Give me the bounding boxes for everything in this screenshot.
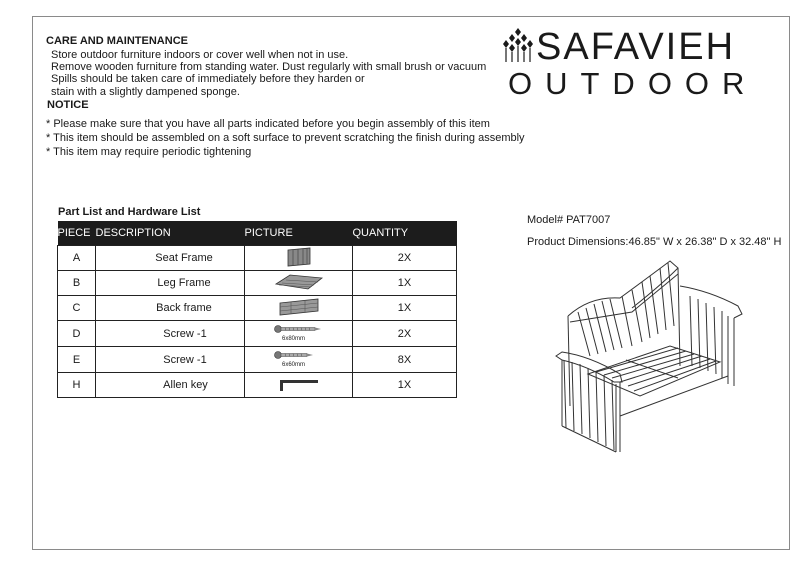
screw-size-label: 6x80mm [281, 336, 305, 342]
notice-line: * This item should be assembled on a soft surface to prevent scratching the finish during assembly [46, 132, 525, 144]
piece-cell: A [58, 246, 96, 271]
quantity-cell: 1X [353, 271, 457, 296]
table-row [58, 373, 457, 398]
picture-cell [245, 296, 353, 321]
header-picture: PICTURE [245, 221, 353, 246]
notice-title: NOTICE [47, 99, 89, 111]
back-frame-icon [277, 297, 321, 317]
care-line: stain with a slightly dampened sponge. [51, 86, 240, 98]
picture-cell [245, 347, 353, 373]
brand-name: SAFAVIEH [536, 26, 736, 68]
header-piece: PIECE [58, 221, 96, 246]
parts-list-title: Part List and Hardware List [58, 206, 201, 218]
product-dimensions: Product Dimensions:46.85" W x 26.38" D x 32.48" H [527, 236, 782, 248]
screw-icon [269, 321, 329, 343]
picture-cell [245, 373, 353, 398]
piece-cell: B [58, 271, 96, 296]
description-cell: Leg Frame [96, 271, 245, 296]
brand-subtitle: OUTDOOR [508, 66, 758, 101]
table-row [58, 296, 457, 321]
description-cell: Back frame [96, 296, 245, 321]
quantity-cell: 1X [353, 373, 457, 398]
table-row [58, 271, 457, 296]
piece-cell: D [58, 321, 96, 347]
allen-key-icon [274, 374, 324, 394]
brand-logo-icon [503, 28, 533, 62]
screw-size-label: 6x60mm [281, 362, 305, 368]
bench-illustration-icon [550, 256, 750, 456]
piece-cell: H [58, 373, 96, 398]
seat-frame-icon [284, 247, 314, 267]
piece-cell: E [58, 347, 96, 373]
description-cell: Screw -1 [96, 347, 245, 373]
table-row [58, 321, 457, 347]
table-header-row [58, 221, 457, 246]
care-line: Spills should be taken care of immediately before they harden or [51, 73, 365, 85]
model-number: Model# PAT7007 [527, 214, 611, 226]
quantity-cell: 2X [353, 321, 457, 347]
quantity-cell: 2X [353, 246, 457, 271]
care-line: Store outdoor furniture indoors or cover well when not in use. [51, 49, 349, 61]
description-cell: Allen key [96, 373, 245, 398]
picture-cell [245, 271, 353, 296]
picture-cell [245, 246, 353, 271]
screw-icon [269, 347, 329, 369]
piece-cell: C [58, 296, 96, 321]
leg-frame-icon [274, 272, 324, 292]
care-title: CARE AND MAINTENANCE [46, 35, 188, 47]
header-description: DESCRIPTION [96, 221, 245, 246]
picture-cell [245, 321, 353, 347]
care-line: Remove wooden furniture from standing water. Dust regularly with small brush or vacuum [51, 61, 487, 73]
notice-line: * Please make sure that you have all parts indicated before you begin assembly of this item [46, 118, 490, 130]
description-cell: Screw -1 [96, 321, 245, 347]
quantity-cell: 1X [353, 296, 457, 321]
header-quantity: QUANTITY [353, 221, 457, 246]
quantity-cell: 8X [353, 347, 457, 373]
notice-line: * This item may require periodic tightening [46, 146, 252, 158]
table-row [58, 347, 457, 373]
parts-table [57, 221, 457, 398]
description-cell: Seat Frame [96, 246, 245, 271]
table-row [58, 246, 457, 271]
